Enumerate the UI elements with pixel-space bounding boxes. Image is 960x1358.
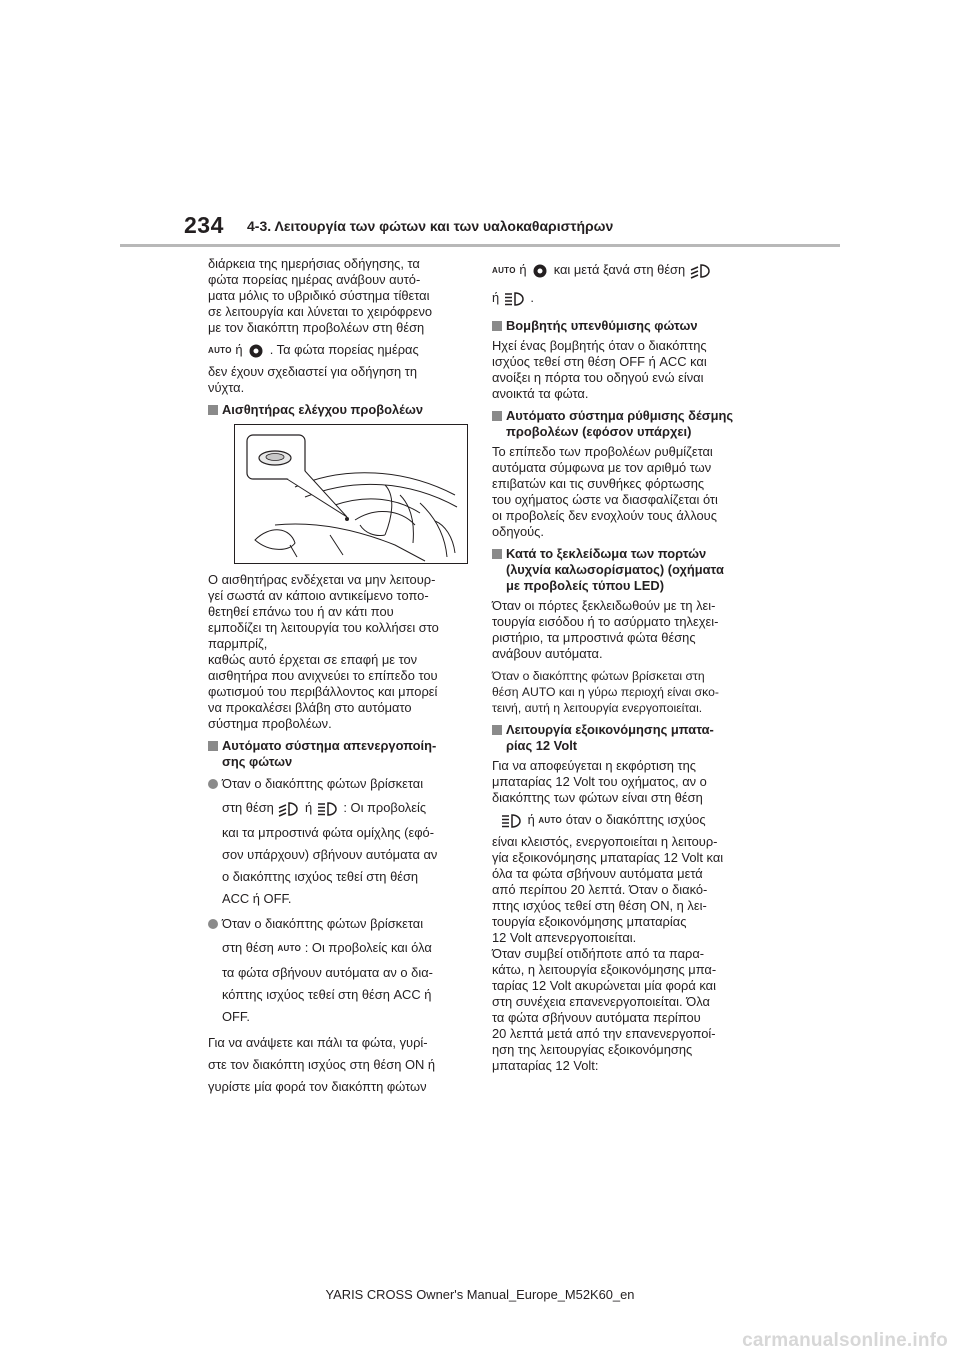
sensor-paragraph [208, 572, 466, 732]
text-line: διάρκεια της ημερήσιας οδήγησης, τα [208, 256, 420, 271]
high-beam-icon [500, 812, 524, 830]
sensor-figure [234, 424, 468, 564]
text-line: φωτισμού του περιβάλλοντος και μπορεί [208, 684, 438, 699]
heading-buzzer: Βομβητής υπενθύμισης φώτων [492, 318, 754, 334]
battery-paragraph: Για να αποφεύγεται η εκφόρτιση της μπαταρίας 12 Volt του οχήματος, αν ο διακόπτης των φώτων είναι στη θέση ή AUTO όταν ο διακόπτης ισχύος είναι κλειστός, ενεργοποιείται η λειτουρ- γία εξοικονόμησης μπαταρίας 12 Volt και όλα τα φώτα σβήνουν αυτόματα μετά από περίπου 20 λεπτά. Όταν ο διακό- πτης ισχύος τεθεί στη θέση ON, η λει- τουργία εξοικονόμησης μπαταρίας 12 Volt απενεργοποιείται. Όταν συμβεί οτιδήποτε από τα παρα- κάτω, η λειτουργία εξοικονόμησης μπα- ταρίας 12 Volt ακυρώνεται μία φορά και στη συνέχεια επανενεργοποιείται. Όλα τα φώτα σβήνουν αυτόματα περίπου 20 λεπτά μετά από την επανενεργοποί- ηση της λειτουργίας εξοικονόμησης μπαταρίας 12 Volt: [492, 758, 754, 1074]
icon-line: ή . [492, 284, 754, 312]
page-footer: YARIS CROSS Owner's Manual_Europe_M52K60_en [325, 1287, 635, 1302]
intro-paragraph [208, 256, 466, 396]
text-line: εμποδίζει τη λειτουργία του κολλήσει στο [208, 620, 439, 635]
text-line: νύχτα. [208, 380, 245, 395]
icon-line: στη θέση ή : Οι προβολείς [222, 794, 466, 822]
leveling-paragraph: Το επίπεδο των προβολέων ρυθμίζεται αυτόματα σύμφωνα με τον αριθμό των επιβατών και τις συνθήκες φόρτωσης του οχήματος ώστε να διασφαλίζεται ότι οι προβολείς δεν ενοχλούν τους άλλους οδηγούς. [492, 444, 718, 539]
text-line: θετηθεί επάνω του ή αν κάτι που [208, 604, 394, 619]
unlock-note: Όταν ο διακόπτης φώτων βρίσκεται στη θέση AUTO και η γύρω περιοχή είναι σκο- τεινή, αυτή η λειτουργία ενεργοποιείται. [492, 669, 719, 715]
bullet-item: Όταν ο διακόπτης φώτων βρίσκεται [208, 916, 466, 932]
icon-line [208, 336, 466, 364]
bullet-body: στη θέση ή : Οι προβολείς και τα μπροστινά φώτα ομίχλης (εφό- σον υπάρχουν) σβήνουν αυτόματα αν ο διακόπτης ισχύος τεθεί στη θέση ACC ή OFF. [208, 794, 466, 910]
watermark[interactable]: carmanualsonline.info [742, 1330, 948, 1351]
page-number: 234 [184, 212, 224, 238]
high-beam-icon [503, 290, 527, 308]
square-bullet-icon [492, 549, 502, 559]
text-line: να προκαλέσει βλάβη στο αυτόματο [208, 700, 412, 715]
heading-auto-off: Αυτόματο σύστημα απενεργοποίη- σης φώτων [208, 738, 466, 770]
text-line: καθώς αυτό έρχεται σε επαφή με τον [208, 652, 418, 667]
text-line: αισθητήρα που ανιχνεύει το επίπεδο του [208, 668, 438, 683]
auto-icon: AUTO [538, 815, 563, 825]
header-rule [120, 244, 840, 247]
icon-line: στη θέση AUTO : Οι προβολείς και όλα [222, 940, 432, 955]
heading-unlock: Κατά το ξεκλείδωμα των πορτών (λυχνία καλωσορίσματος) (οχήματα με προβολείς τύπου LED) [492, 546, 754, 594]
low-beam-icon [277, 800, 301, 818]
auto-icon: AUTO [208, 345, 232, 355]
text-line: ματα μόλις το υβριδικό σύστημα τίθεται [208, 288, 430, 303]
text-segment: . Τα φώτα πορείας ημέρας [269, 342, 419, 357]
square-bullet-icon [492, 725, 502, 735]
square-bullet-icon [492, 411, 502, 421]
text-line: σε λειτουργία και λύνεται το χειρόφρενο [208, 304, 433, 319]
low-beam-icon [689, 262, 713, 280]
text-line: γεί σωστά αν κάποιο αντικείμενο τοπο- [208, 588, 429, 603]
text-line: με τον διακόπτη προβολέων στη θέση [208, 320, 425, 335]
square-bullet-icon [208, 405, 218, 415]
buzzer-paragraph: Ηχεί ένας βομβητής όταν ο διακόπτης ισχύος τεθεί στη θέση OFF ή ACC και ανοίξει η πόρτα του οδηγού ενώ είναι ανοικτά τα φώτα. [492, 338, 707, 401]
auto-icon: AUTO [492, 265, 516, 275]
round-bullet-icon [208, 779, 218, 789]
unlock-paragraph: Όταν οι πόρτες ξεκλειδωθούν με τη λει- τουργία εισόδου ή το ασύρματο τηλεχει- ριστήριο, τα μπροστινά φώτα θέσης ανάβουν αυτόματα. [492, 598, 719, 661]
text-line: δεν έχουν σχεδιαστεί για οδήγηση τη [208, 364, 418, 379]
left-column [208, 256, 466, 1098]
high-beam-icon [316, 800, 340, 818]
heading-battery: Λειτουργία εξοικονόμησης μπατα- ρίας 12 Volt [492, 722, 754, 754]
auto-icon: AUTO [277, 943, 302, 953]
drl-icon [530, 262, 550, 280]
dashboard-illustration [235, 425, 467, 563]
bullet-body: στη θέση AUTO : Οι προβολείς και όλα τα φώτα σβήνουν αυτόματα αν ο δια- κόπτης ισχύος τεθεί στη θέση ACC ή OFF. [208, 934, 466, 1028]
square-bullet-icon [208, 741, 218, 751]
drl-icon [246, 342, 266, 360]
bullet-item: Όταν ο διακόπτης φώτων βρίσκεται [208, 776, 466, 792]
text-line: φώτα πορείας ημέρας ανάβουν αυτό- [208, 272, 421, 287]
right-column [492, 256, 754, 1074]
closing-paragraph: Για να ανάψετε και πάλι τα φώτα, γυρί- στε τον διακόπτη ισχύος στη θέση ON ή γυρίστε μία φορά τον διακόπτη φώτων [208, 1035, 436, 1094]
section-title: 4-3. Λειτουργία των φώτων και των υαλοκαθαριστήρων [247, 218, 614, 234]
round-bullet-icon [208, 919, 218, 929]
heading-leveling: Αυτόματο σύστημα ρύθμισης δέσμης προβολέων (εφόσον υπάρχει) [492, 408, 754, 440]
text-line: παρμπρίζ, [208, 636, 268, 651]
heading-sensor: Αισθητήρας ελέγχου προβολέων [208, 402, 466, 418]
icon-line: AUTO ή και μετά ξανά στη θέση [492, 256, 754, 284]
text-line: Ο αισθητήρας ενδέχεται να μην λειτουρ- [208, 572, 436, 587]
icon-line: ή AUTO όταν ο διακόπτης ισχύος [492, 806, 754, 834]
text-line: σύστημα προβολέων. [208, 716, 332, 731]
or-text: ή [235, 342, 243, 357]
square-bullet-icon [492, 321, 502, 331]
